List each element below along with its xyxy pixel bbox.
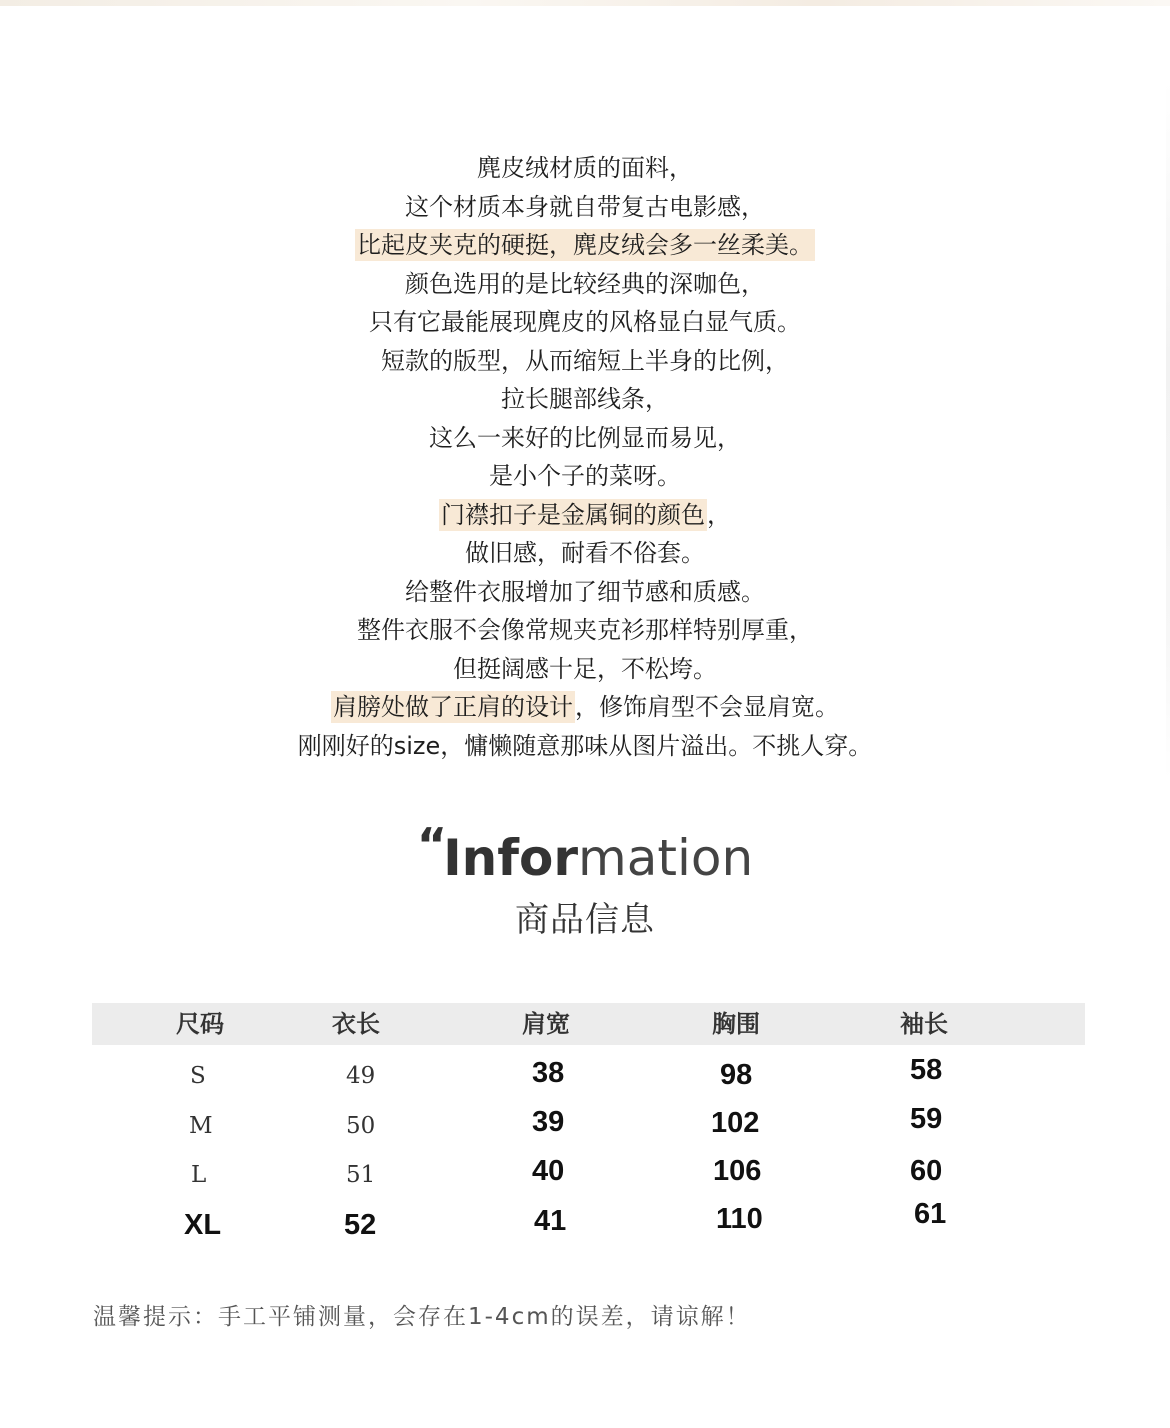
table-row [92,1145,1085,1195]
top-decorative-strip [0,0,1170,6]
description-text: 这么一来好的比例显而易见， [429,423,741,452]
header-chest: 胸围 [712,1010,760,1038]
cell-shoulder: 40 [532,1155,565,1187]
cell-size: XL [184,1209,222,1241]
description-text: 是小个子的菜呀。 [489,462,681,490]
quote-mark: “ [416,818,444,872]
description-line [0,419,1170,458]
cell-length: 50 [346,1113,376,1139]
description-text: 只有它最能展现麂皮的风格显白显气质。 [369,308,801,336]
cell-chest: 102 [711,1107,760,1139]
cell-chest: 110 [716,1203,763,1235]
description-line [0,496,1170,535]
description-text: 拉长腿部线条， [501,385,669,413]
cell-sleeve: 58 [910,1054,943,1086]
description-text: 给整件衣服增加了细节感和质感。 [405,577,765,606]
table-row [92,1195,1085,1245]
size-table [92,1003,1085,1245]
cell-chest: 98 [720,1059,753,1091]
highlighted-text: 比起皮夹克的硬挺，麂皮绒会多一丝柔美。 [357,231,813,259]
description-text: 麂皮绒材质的面料， [477,154,693,182]
highlighted-text: 肩膀处做了正肩的设计 [333,693,573,721]
description-line [0,611,1170,650]
description-line [0,342,1170,381]
cell-size: M [189,1113,213,1139]
cell-sleeve: 60 [910,1155,943,1187]
product-description [0,149,1170,765]
cell-shoulder: 39 [532,1106,565,1138]
description-line [0,188,1170,227]
header-length: 衣长 [332,1010,380,1038]
cell-sleeve: 59 [910,1103,943,1135]
description-text: 短款的版型，从而缩短上半身的比例， [381,346,789,375]
cell-chest: 106 [713,1155,762,1187]
cell-length: 52 [344,1209,377,1241]
information-heading [0,818,1170,887]
description-line [0,380,1170,419]
cell-size: L [191,1162,207,1188]
measurement-note: 温馨提示：手工平铺测量，会存在1-4cm的误差，请谅解！ [93,1304,751,1330]
table-row [92,1095,1085,1145]
description-text: 整件衣服不会像常规夹克衫那样特别厚重， [357,616,813,644]
header-sleeve: 袖长 [900,1010,948,1038]
information-heading-light: mation [578,829,754,887]
description-line [0,573,1170,612]
cell-length: 51 [346,1162,376,1188]
description-line [0,727,1170,766]
description-line [0,265,1170,304]
description-line [0,226,1170,265]
cell-shoulder: 38 [532,1057,565,1089]
description-line [0,534,1170,573]
description-line [0,457,1170,496]
description-line [0,149,1170,188]
description-line [0,650,1170,689]
table-row [92,1045,1085,1095]
description-text: 做旧感，耐看不俗套。 [465,539,705,567]
description-text: 这个材质本身就自带复古电影感， [405,192,765,221]
description-text: ， [707,500,731,529]
description-text: 但挺阔感十足，不松垮。 [453,654,717,683]
header-size: 尺码 [176,1010,224,1038]
description-line [0,688,1170,727]
cell-length: 49 [346,1063,376,1089]
header-shoulder: 肩宽 [522,1010,570,1038]
information-subtitle: 商品信息 [515,900,655,940]
cell-shoulder: 41 [534,1205,567,1237]
description-line [0,303,1170,342]
description-text: 颜色选用的是比较经典的深咖色， [405,269,765,298]
cell-sleeve: 61 [914,1198,947,1230]
description-text: ，修饰肩型不会显肩宽。 [575,693,839,721]
highlighted-text: 门襟扣子是金属铜的颜色 [441,500,705,529]
information-heading-bold: Infor [443,829,579,887]
size-table-header [92,1003,1085,1045]
description-text: 刚刚好的size，慵懒随意那味从图片溢出。不挑人穿。 [297,731,873,760]
cell-size: S [190,1063,206,1089]
